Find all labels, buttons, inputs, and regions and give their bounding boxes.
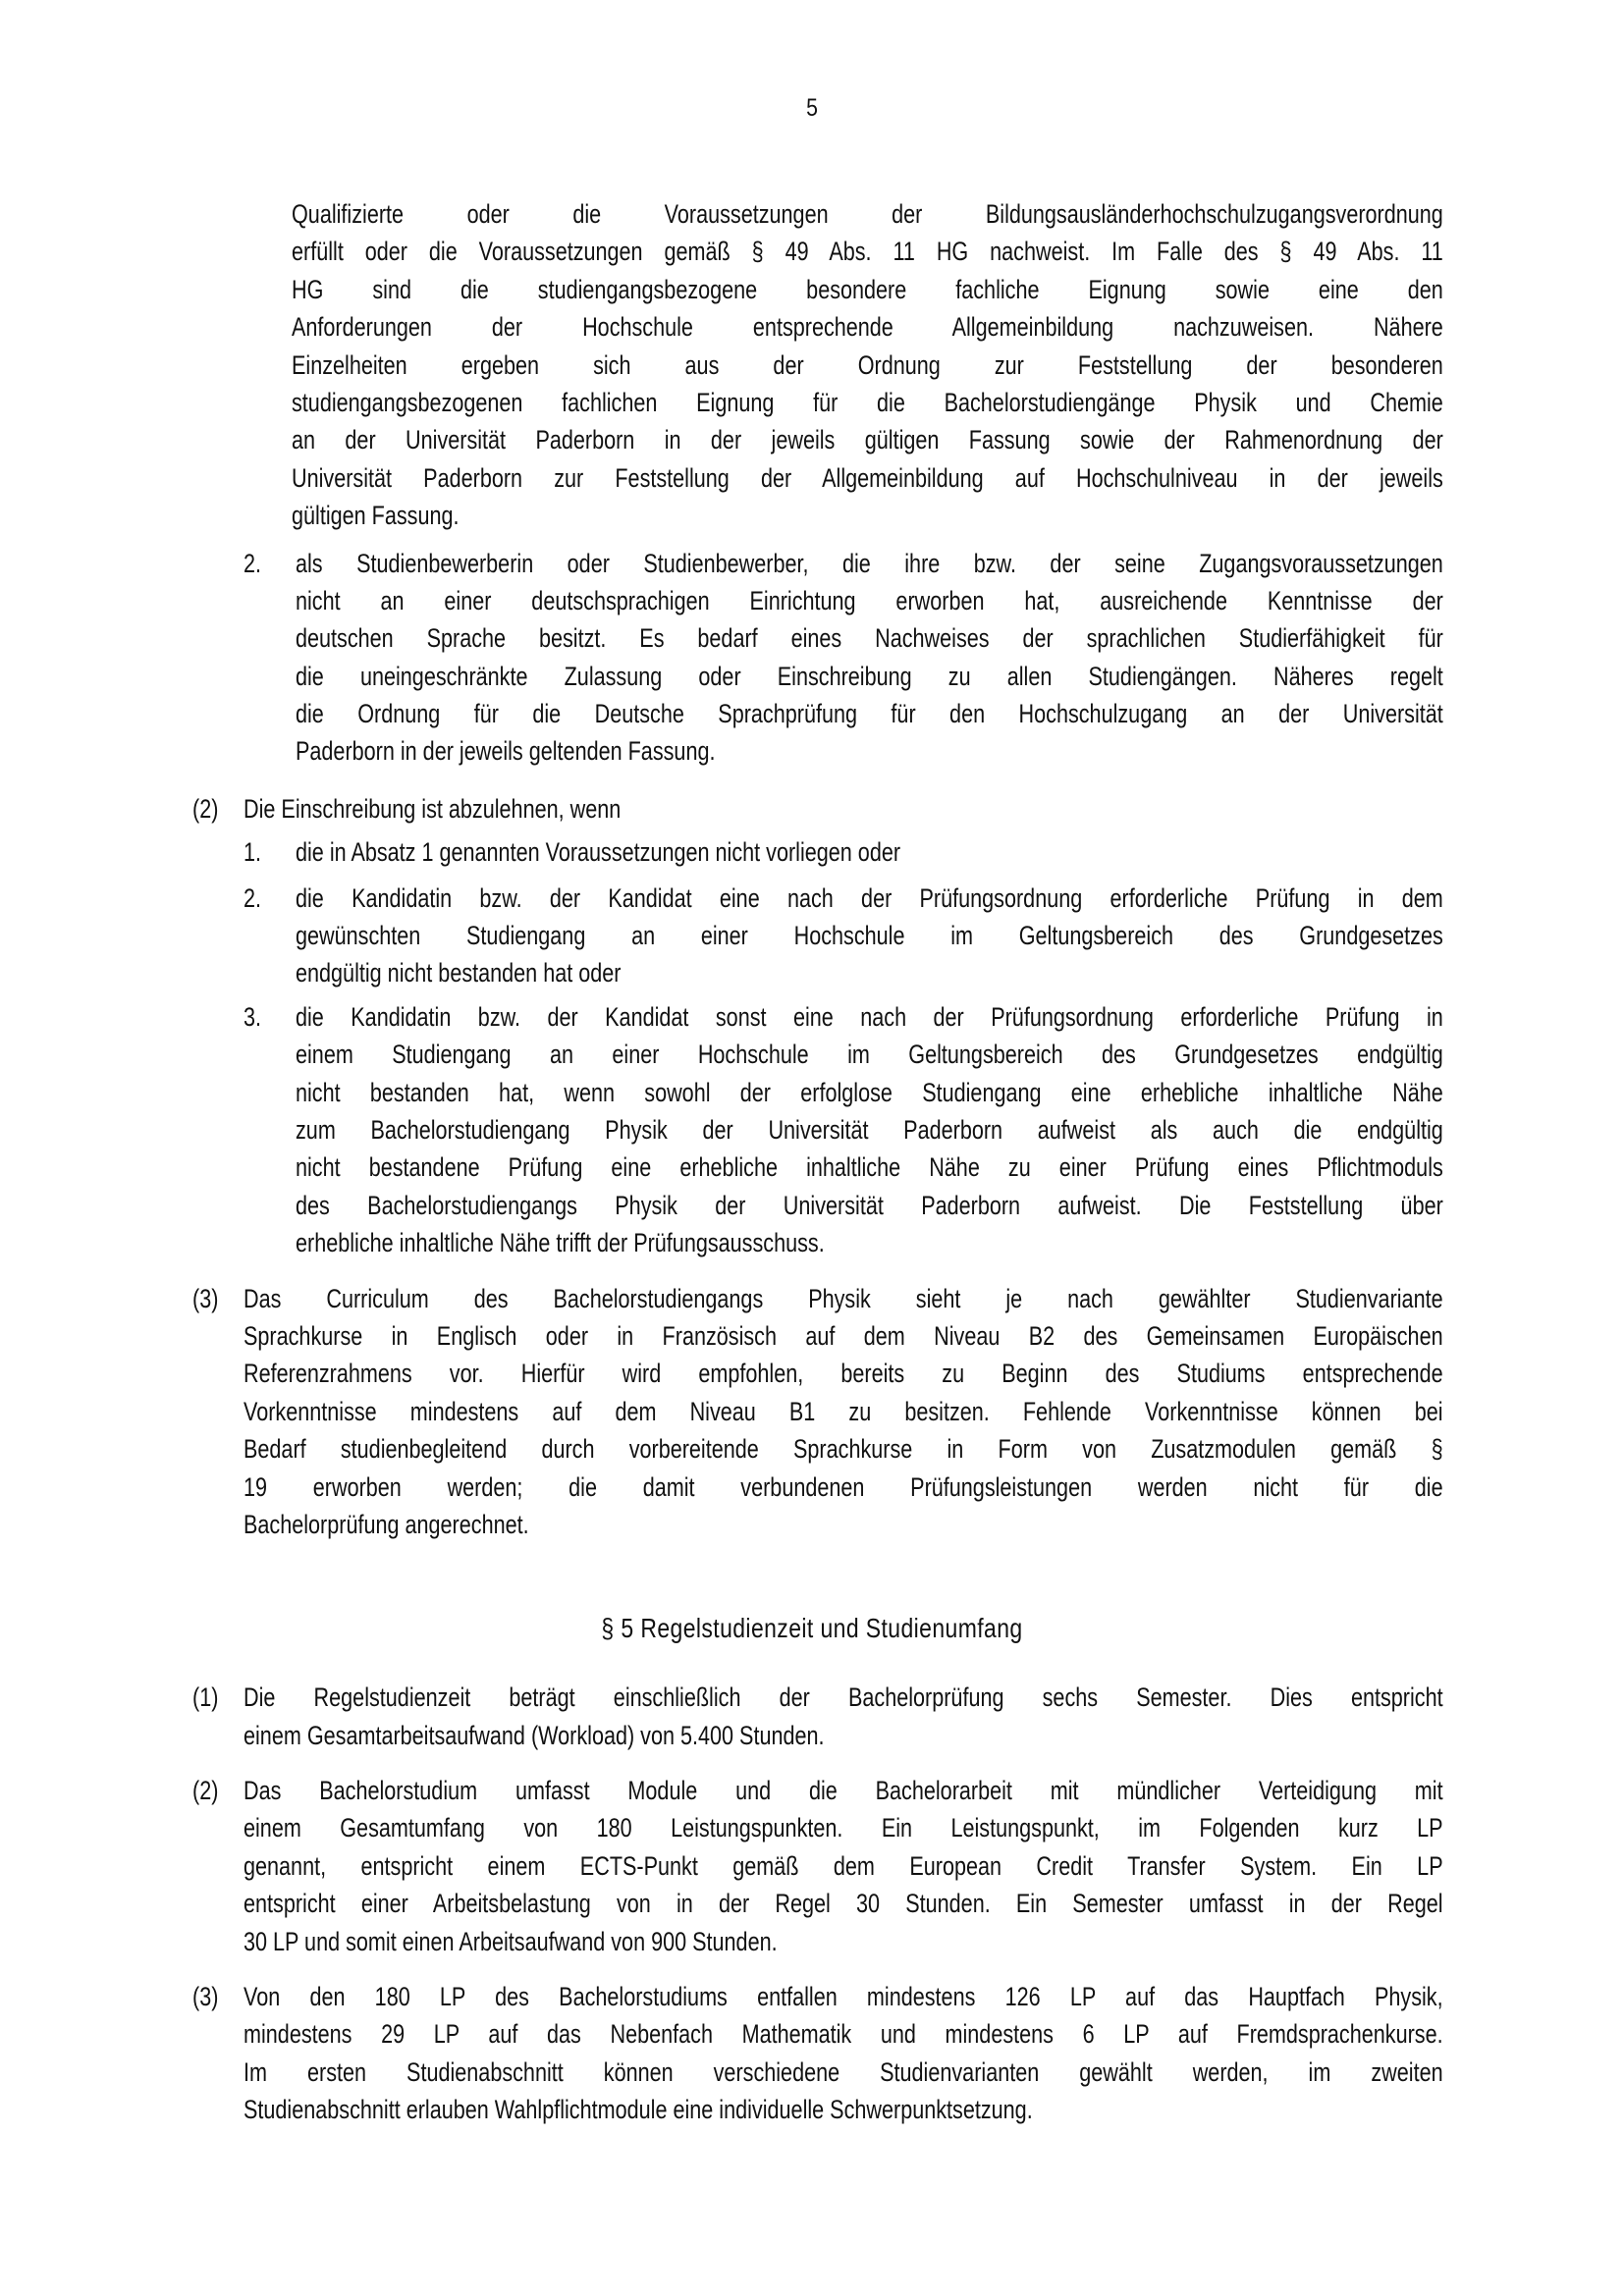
list-item-2-2 bbox=[0, 880, 1624, 992]
text-line: Bachelorprüfung angerechnet. bbox=[244, 1509, 529, 1539]
list-item-text bbox=[296, 880, 1624, 992]
list-number: 3. bbox=[244, 1001, 262, 1032]
text-line: einem Gesamtumfang von 180 Leistungspunkten. Ein Leistungspunkt, im Folgenden kurz LP bbox=[244, 1813, 1443, 1843]
text-line: die uneingeschränkte Zulassung oder Einschreibung zu allen Studiengängen. Näheres regelt bbox=[296, 661, 1443, 691]
text-line: nicht bestanden hat, wenn sowohl der erfolglose Studiengang eine erhebliche inhaltliche Nähe bbox=[296, 1077, 1443, 1107]
text-line: erfüllt oder die Voraussetzungen gemäß § 49 Abs. 11 HG nachweist. Im Falle des § 49 Abs. 11 bbox=[292, 237, 1443, 267]
text-line: Vorkenntnisse mindestens auf dem Niveau B1 zu besitzen. Fehlende Vorkenntnisse können bei bbox=[244, 1396, 1443, 1426]
page-number: 5 bbox=[806, 94, 818, 122]
list-number: 2. bbox=[244, 548, 262, 578]
text-line: 30 LP und somit einen Arbeitsaufwand von 900 Stunden. bbox=[244, 1926, 778, 1956]
paragraph-2 bbox=[0, 790, 1624, 828]
paragraph-text bbox=[244, 1978, 1624, 2129]
paragraph-label: (2) bbox=[192, 793, 219, 824]
paragraph-3 bbox=[0, 1280, 1624, 1544]
text-line: die in Absatz 1 genannten Voraussetzungen nicht vorliegen oder bbox=[296, 837, 901, 868]
text-line: Bedarf studienbegleitend durch vorbereitende Sprachkurse in Form von Zusatzmodulen gemäß § bbox=[244, 1434, 1443, 1465]
text-line: Das Bachelorstudium umfasst Module und die Bachelorarbeit mit mündlicher Verteidigung mit bbox=[244, 1776, 1443, 1806]
text-line: Universität Paderborn zur Feststellung der Allgemeinbildung auf Hochschulniveau in der jeweils bbox=[292, 462, 1443, 493]
text-line: mindestens 29 LP auf das Nebenfach Mathematik und mindestens 6 LP auf Fremdsprachenkurse. bbox=[244, 2019, 1443, 2050]
text-line: die Ordnung für die Deutsche Sprachprüfung für den Hochschulzugang an der Universität bbox=[296, 699, 1443, 729]
paragraph-label: (2) bbox=[192, 1776, 219, 1806]
paragraph-text bbox=[244, 1280, 1624, 1544]
text-line: erhebliche inhaltliche Nähe trifft der Prüfungsausschuss. bbox=[296, 1228, 825, 1258]
list-item-2-1 bbox=[0, 833, 1624, 871]
text-line: Von den 180 LP des Bachelorstudiums entfallen mindestens 126 LP auf das Hauptfach Physik, bbox=[244, 1982, 1443, 2012]
text-line: an der Universität Paderborn in der jeweils gültigen Fassung sowie der Rahmenordnung der bbox=[292, 425, 1443, 455]
text-line: zum Bachelorstudiengang Physik der Universität Paderborn aufweist als auch die endgültig bbox=[296, 1114, 1443, 1145]
text-line: als Studienbewerberin oder Studienbewerber, die ihre bzw. der seine Zugangsvoraussetzungen bbox=[296, 548, 1443, 578]
text-line: Sprachkurse in Englisch oder in Französisch auf dem Niveau B2 des Gemeinsamen Europäischen bbox=[244, 1320, 1443, 1351]
paragraph-text bbox=[292, 195, 1624, 535]
text-line: nicht an einer deutschsprachigen Einrichtung erworben hat, ausreichende Kenntnisse der bbox=[296, 585, 1443, 615]
text-line: Einzelheiten ergeben sich aus der Ordnung zur Feststellung der besonderen bbox=[292, 349, 1443, 380]
text-line: Die Einschreibung ist abzulehnen, wenn bbox=[244, 793, 622, 824]
list-item-2-3 bbox=[0, 998, 1624, 1262]
text-line: gültigen Fassung. bbox=[292, 501, 460, 531]
text-line: Qualifizierte oder die Voraussetzungen der Bildungsausländerhochschulzugangsverordnung bbox=[292, 199, 1443, 229]
text-line: entspricht einer Arbeitsbelastung von in der Regel 30 Stunden. Ein Semester umfasst in der Regel bbox=[244, 1889, 1443, 1919]
text-line: Paderborn in der jeweils geltenden Fassung. bbox=[296, 736, 716, 767]
text-line: genannt, entspricht einem ECTS-Punkt gemäß dem European Credit Transfer System. Ein LP bbox=[244, 1850, 1443, 1881]
text-line: endgültig nicht bestanden hat oder bbox=[296, 958, 622, 988]
list-item-text bbox=[296, 998, 1624, 1262]
text-line: HG sind die studiengangsbezogene besondere fachliche Eignung sowie eine den bbox=[292, 274, 1443, 304]
text-line: des Bachelorstudiengangs Physik der Universität Paderborn aufweist. Die Feststellung über bbox=[296, 1190, 1443, 1220]
text-line: Studienabschnitt erlauben Wahlpflichtmodule eine individuelle Schwerpunktsetzung. bbox=[244, 2095, 1033, 2125]
list-item-text bbox=[296, 833, 1624, 871]
list-item-text bbox=[296, 545, 1624, 771]
text-line: Referenzrahmens vor. Hierfür wird empfohlen, bereits zu Beginn des Studiums entsprechende bbox=[244, 1359, 1443, 1389]
paragraph-label: (3) bbox=[192, 1982, 219, 2012]
text-line: deutschen Sprache besitzt. Es bedarf eines Nachweises der sprachlichen Studierfähigkeit für bbox=[296, 623, 1443, 654]
text-line: einem Studiengang an einer Hochschule im Geltungsbereich des Grundgesetzes endgültig bbox=[296, 1040, 1443, 1070]
list-number: 2. bbox=[244, 882, 262, 913]
text-line: die Kandidatin bzw. der Kandidat sonst eine nach der Prüfungsordnung erforderliche Prüfung in bbox=[296, 1001, 1443, 1032]
paragraph-text bbox=[244, 1679, 1624, 1754]
text-line: Das Curriculum des Bachelorstudiengangs Physik sieht je nach gewählter Studienvariante bbox=[244, 1283, 1443, 1313]
section5-paragraph-2 bbox=[0, 1772, 1624, 1960]
paragraph-label: (3) bbox=[192, 1283, 219, 1313]
paragraph-text bbox=[244, 1772, 1624, 1960]
text-line: Die Regelstudienzeit beträgt einschließlich der Bachelorprüfung sechs Semester. Dies entspricht bbox=[244, 1682, 1443, 1713]
paragraph-label: (1) bbox=[192, 1682, 219, 1713]
text-line: studiengangsbezogenen fachlichen Eignung für die Bachelorstudiengänge Physik und Chemie bbox=[292, 387, 1443, 417]
text-line: nicht bestandene Prüfung eine erhebliche inhaltliche Nähe zu einer Prüfung eines Pflichtmoduls bbox=[296, 1152, 1443, 1183]
text-line: Anforderungen der Hochschule entsprechende Allgemeinbildung nachzuweisen. Nähere bbox=[292, 312, 1443, 343]
paragraph-1-continuation bbox=[0, 195, 1624, 535]
section5-paragraph-1 bbox=[0, 1679, 1624, 1754]
text-line: Im ersten Studienabschnitt können verschiedene Studienvarianten gewählt werden, im zweiten bbox=[244, 2056, 1443, 2087]
paragraph-text bbox=[244, 790, 1624, 828]
section5-paragraph-3 bbox=[0, 1978, 1624, 2129]
text-line: die Kandidatin bzw. der Kandidat eine nach der Prüfungsordnung erforderliche Prüfung in dem bbox=[296, 882, 1443, 913]
text-line: gewünschten Studiengang an einer Hochschule im Geltungsbereich des Grundgesetzes bbox=[296, 921, 1443, 951]
text-line: 19 erworben werden; die damit verbundenen Prüfungsleistungen werden nicht für die bbox=[244, 1471, 1443, 1502]
list-item-1-2 bbox=[0, 545, 1624, 771]
list-number: 1. bbox=[244, 837, 262, 868]
section-heading: § 5 Regelstudienzeit und Studienumfang bbox=[601, 1613, 1023, 1644]
text-line: einem Gesamtarbeitsaufwand (Workload) von 5.400 Stunden. bbox=[244, 1720, 825, 1750]
document-body bbox=[0, 195, 1624, 2129]
